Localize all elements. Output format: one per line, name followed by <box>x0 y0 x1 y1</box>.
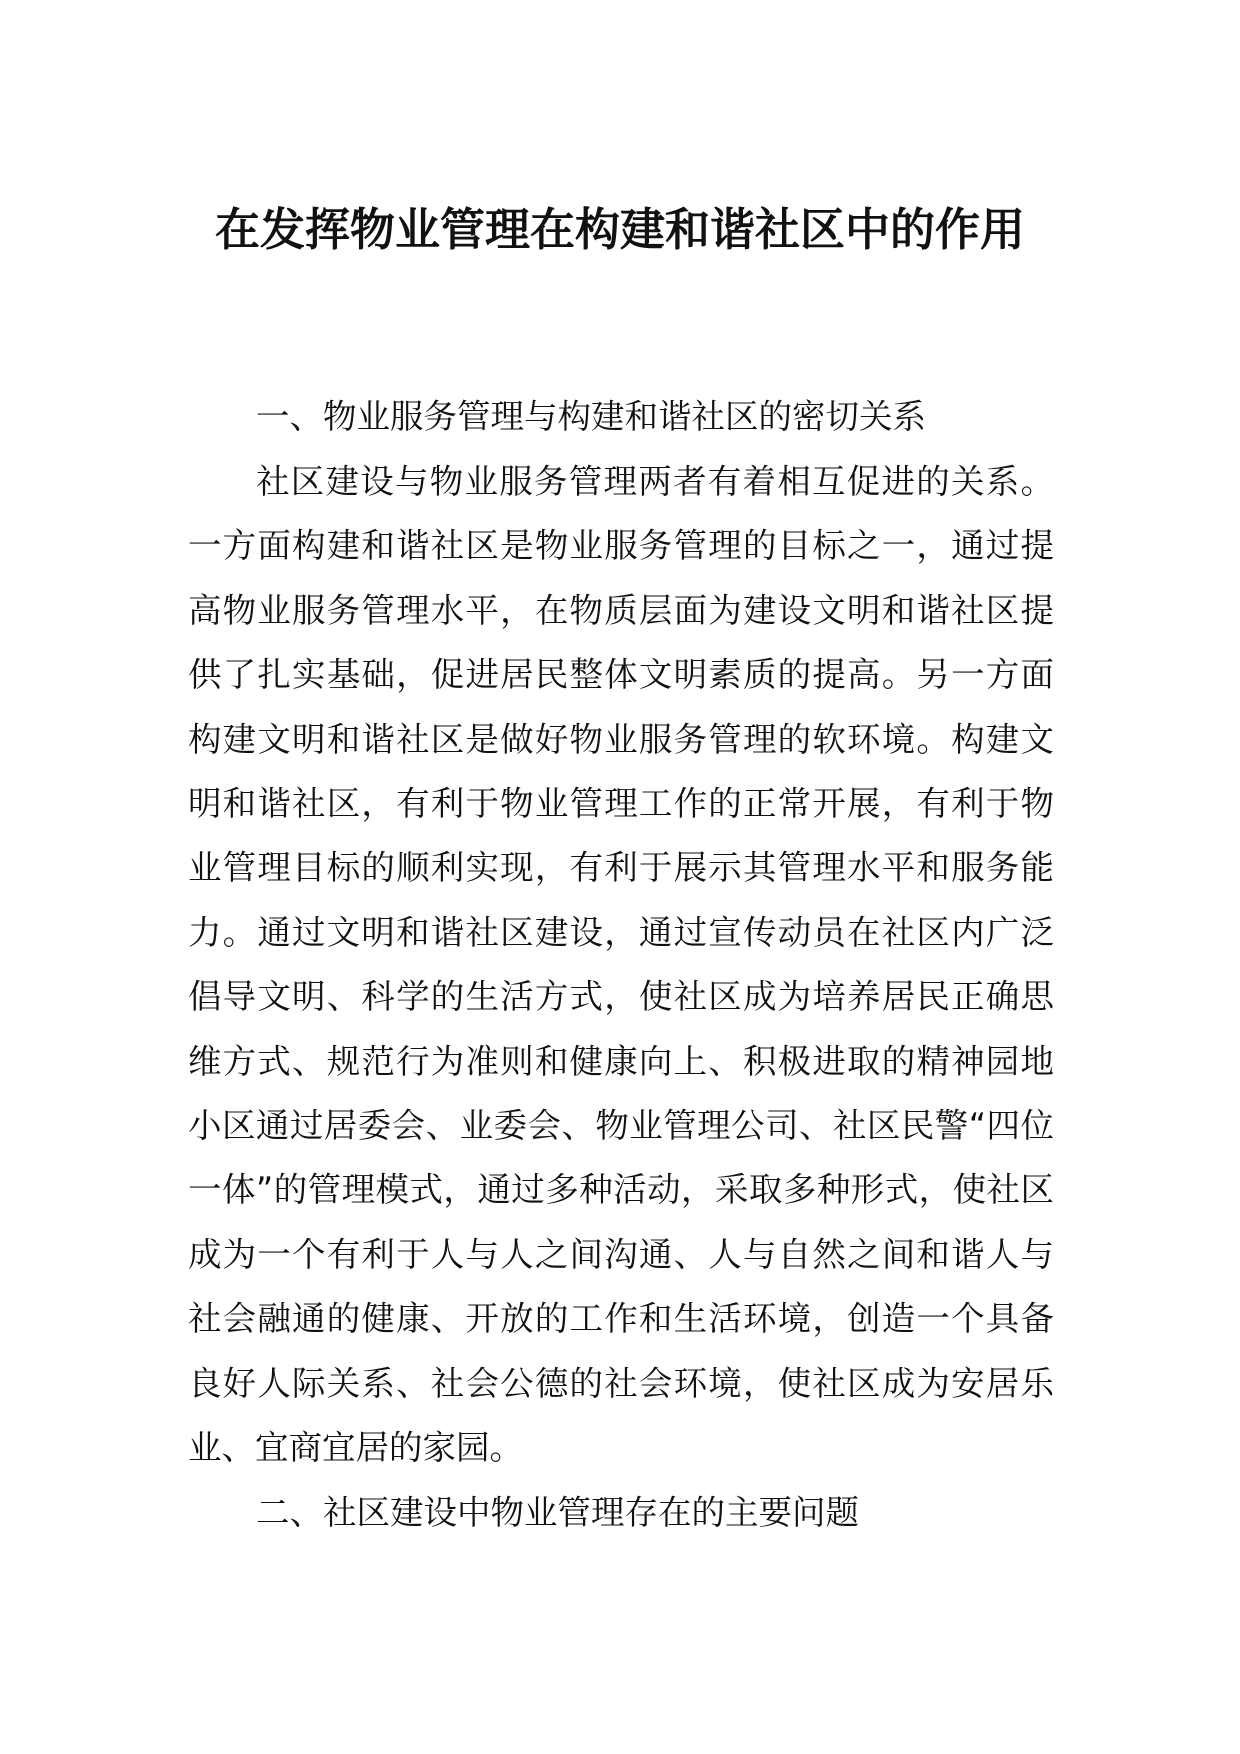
section-heading-2: 二、社区建设中物业管理存在的主要问题 <box>256 1493 859 1532</box>
section-1-paragraph: 社区建设与物业服务管理两者有着相互促进的关系。一方面构建和谐社区是物业服务管理的目标之一，通过提高物业服务管理水平，在物质层面为建设文明和谐社区提供了扎实基础，促进居民整体文明素质的提高。另一方面构建文明和谐社区是做好物业服务管理的软环境。构建文明和谐社区，有利于物业管理工作的正常开展，有利于物业管理目标的顺利实现，有利于展示其管理水平和服务能力。通过文明和谐社区建设，通过宣传动员在社区内广泛倡导文明、科学的生活方式，使社区成为培养居民正确思维方式、规范行为准则和健康向上、积极进取的精神园地小区通过居委会、业委会、物业管理公司、社区民警“四位一体”的管理模式，通过多种活动，采取多种形式，使社区成为一个有利于人与人之间沟通、人与自然之间和谐人与社会融通的健康、开放的工作和生活环境，创造一个具备良好人际关系、社会公德的社会环境，使社区成为安居乐业、宜商宜居的家园。 <box>188 462 1054 1468</box>
section-heading-1: 一、物业服务管理与构建和谐社区的密切关系 <box>256 397 926 436</box>
document-title: 在发挥物业管理在构建和谐社区中的作用 <box>214 203 1025 256</box>
